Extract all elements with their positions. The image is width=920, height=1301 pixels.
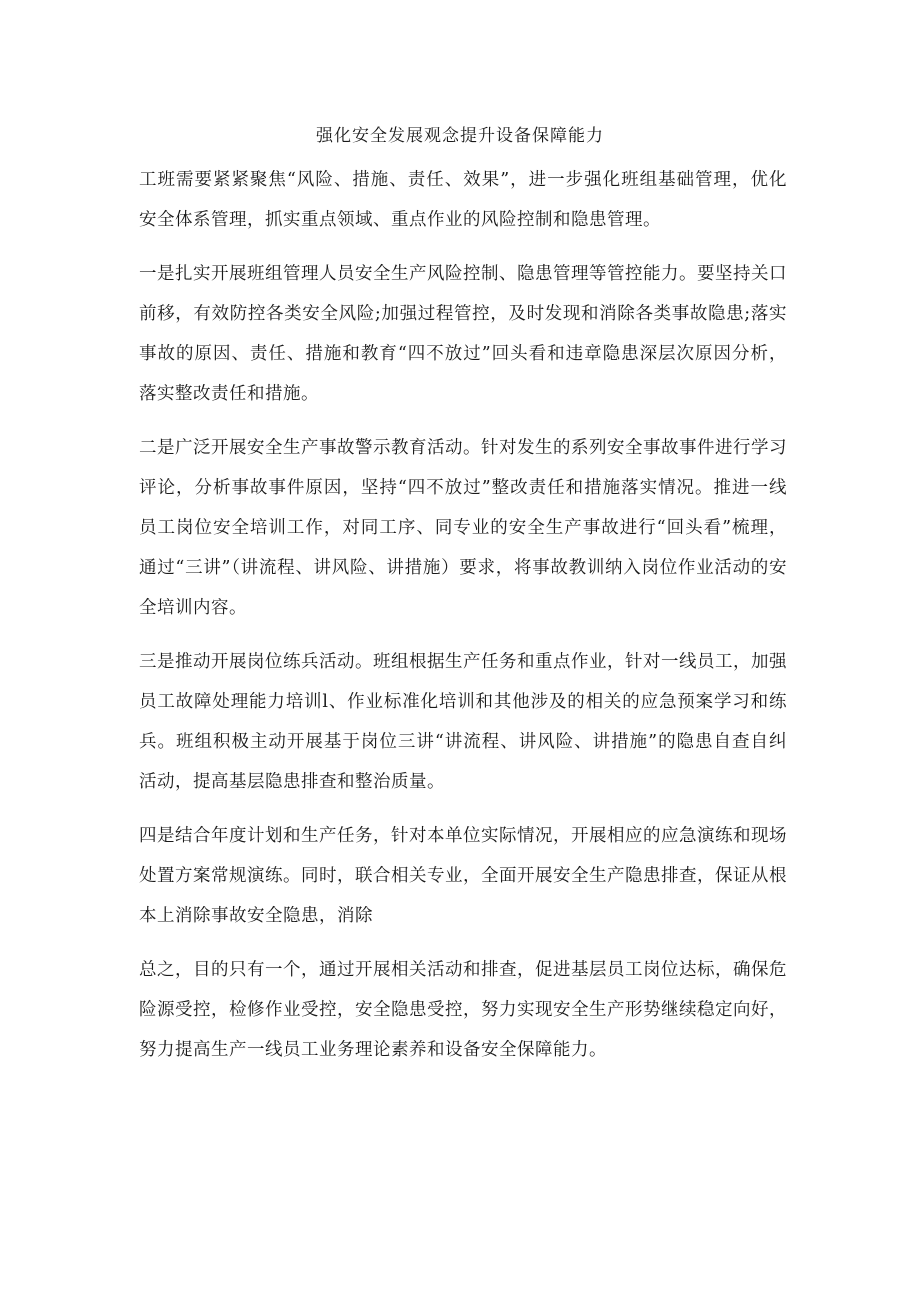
document-body — [139, 160, 787, 1084]
paragraph-point-two: 二是广泛开展安全生产事故警示教育活动。针对发生的系列安全事故事件进行学习评论，分析事故事件原因，坚持“四不放过”整改责任和措施落实情况。推进一线员工岗位安全培训工作，对同工序、同专业的安全生产事故进行“回头看”梳理，通过“三讲”（讲流程、讲风险、讲措施）要求，将事故教训纳入岗位作业活动的安全培训内容。 — [139, 438, 787, 618]
paragraph-intro: 工班需要紧紧聚焦“风险、措施、责任、效果”，进一步强化班组基础管理，优化安全体系管理，抓实重点领域、重点作业的风险控制和隐患管理。 — [139, 170, 787, 230]
paragraph-point-one: 一是扎实开展班组管理人员安全生产风险控制、隐患管理等管控能力。要坚持关口前移，有效防控各类安全风险;加强过程管控，及时发现和消除各类事故隐患;落实事故的原因、责任、措施和教育“四不放过”回头看和违章隐患深层次原因分析，落实整改责任和措施。 — [139, 264, 787, 404]
paragraph-point-three: 三是推动开展岗位练兵活动。班组根据生产任务和重点作业，针对一线员工，加强员工故障处理能力培训l、作业标准化培训和其他涉及的相关的应急预案学习和练兵。班组积极主动开展基于岗位三讲“讲流程、讲风险、讲措施”的隐患自查自纠活动，提高基层隐患排查和整治质量。 — [139, 652, 787, 792]
paragraph-conclusion: 总之，目的只有一个，通过开展相关活动和排查，促进基层员工岗位达标，确保危险源受控，检修作业受控，安全隐患受控，努力实现安全生产形势继续稳定向好，努力提高生产一线员工业务理论素养和设备安全保障能力。 — [139, 960, 787, 1060]
paragraph-point-four: 四是结合年度计划和生产任务，针对本单位实际情况，开展相应的应急演练和现场处置方案常规演练。同时，联合相关专业，全面开展安全生产隐患排查，保证从根本上消除事故安全隐患，消除 — [139, 826, 787, 926]
document-title: 强化安全发展观念提升设备保障能力 — [316, 126, 604, 146]
